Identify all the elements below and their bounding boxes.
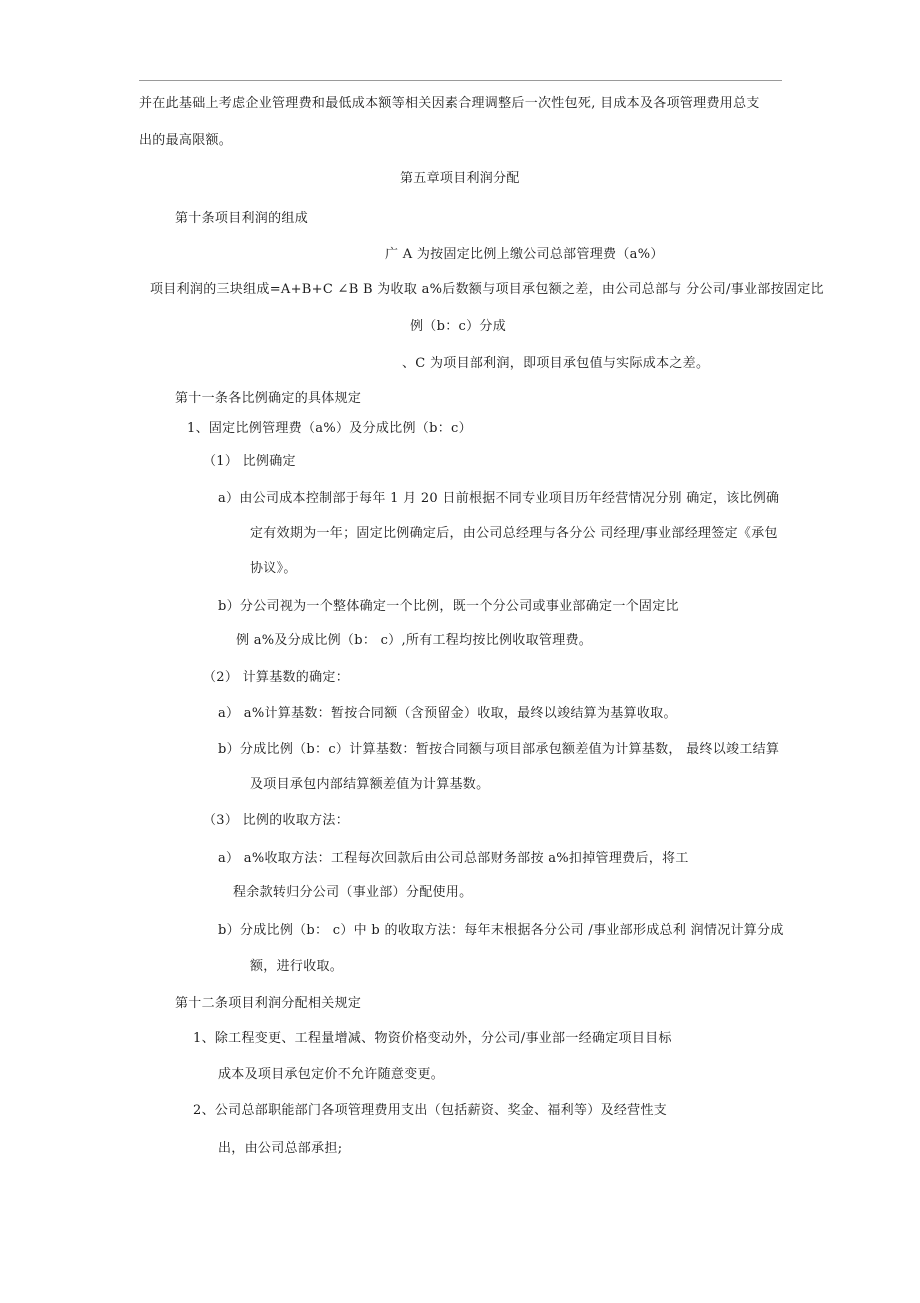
article-10-a-line: 广 A 为按固定比例上缴公司总部管理费（a%） [385, 247, 664, 262]
sub-3-b-line-2: 额，进行收取。 [250, 959, 344, 974]
sub-1-a-line-2: 定有效期为一年；固定比例确定后，由公司总经理与各分公 司经理/事业部经理签定《承包 [250, 526, 778, 541]
sub-3-a-line-1: a） a%收取方法：工程每次回款后由公司总部财务部按 a%扣掉管理费后，将工 [218, 851, 689, 866]
sub-2-a-line: a） a%计算基数：暂按合同额（含预留金）收取，最终以竣结算为基算收取。 [218, 706, 677, 721]
article-10-b-continuation: 例（b：c）分成 [410, 319, 507, 334]
sub-3-b-line-1: b）分成比例（b： c）中 b 的收取方法：每年末根据各分公司 /事业部形成总利 润情况计算分成 [218, 923, 784, 938]
article-12-item-2-line-1: 2、公司总部职能部门各项管理费用支出（包括薪资、奖金、福利等）及经营性支 [193, 1103, 668, 1118]
sub-3-a-line-2: 程余款转归分公司（事业部）分配使用。 [233, 885, 473, 900]
sub-1-b-line-1: b）分公司视为一个整体确定一个比例，既一个分公司或事业部确定一个固定比 [218, 599, 679, 614]
sub-1-b-line-2: 例 a%及分成比例（b： c）,所有工程均按比例收取管理费。 [236, 633, 593, 648]
sub-2-title: （2） 计算基数的确定： [203, 670, 350, 685]
header-rule [139, 80, 782, 81]
sub-3-title: （3） 比例的收取方法： [203, 813, 350, 828]
sub-1-a-line-3: 协议》。 [250, 561, 297, 576]
item-1-title: 1、固定比例管理费（a%）及分成比例（b：c） [187, 421, 472, 436]
article-12-item-1-line-1: 1、除工程变更、工程量增减、物资价格变动外，分公司/事业部一经确定项目目标 [193, 1031, 672, 1046]
article-10-c-line: 、C 为项目部利润，即项目承包值与实际成本之差。 [402, 356, 710, 371]
sub-2-b-line-2: 及项目承包内部结算额差值为计算基数。 [250, 777, 490, 792]
article-10-title: 第十条项目利润的组成 [175, 211, 309, 226]
article-10-b-line: 项目利润的三块组成=A+B+C ∠B B 为收取 a%后数额与项目承包额之差，由公司总部与 分公司/事业部按固定比 [150, 282, 824, 297]
article-11-title: 第十一条各比例确定的具体规定 [175, 391, 362, 406]
intro-line-1: 并在此基础上考虑企业管理费和最低成本额等相关因素合理调整后一次性包死, 目成本及各项管理费用总支 [139, 96, 760, 111]
sub-1-title: （1） 比例确定 [203, 454, 296, 469]
sub-2-b-line-1: b）分成比例（b：c）计算基数：暂按合同额与项目部承包额差值为计算基数， 最终以竣工结算 [218, 742, 780, 757]
article-12-item-2-line-2: 出，由公司总部承担; [218, 1141, 343, 1156]
sub-1-a-line-1: a）由公司成本控制部于每年 1 月 20 日前根据不同专业项目历年经营情况分别 确定，该比例确 [218, 491, 780, 506]
intro-line-2: 出的最高限额。 [139, 133, 233, 148]
article-12-title: 第十二条项目利润分配相关规定 [175, 996, 362, 1011]
article-12-item-1-line-2: 成本及项目承包定价不允许随意变更。 [218, 1067, 445, 1082]
chapter-title: 第五章项目利润分配 [400, 171, 520, 186]
